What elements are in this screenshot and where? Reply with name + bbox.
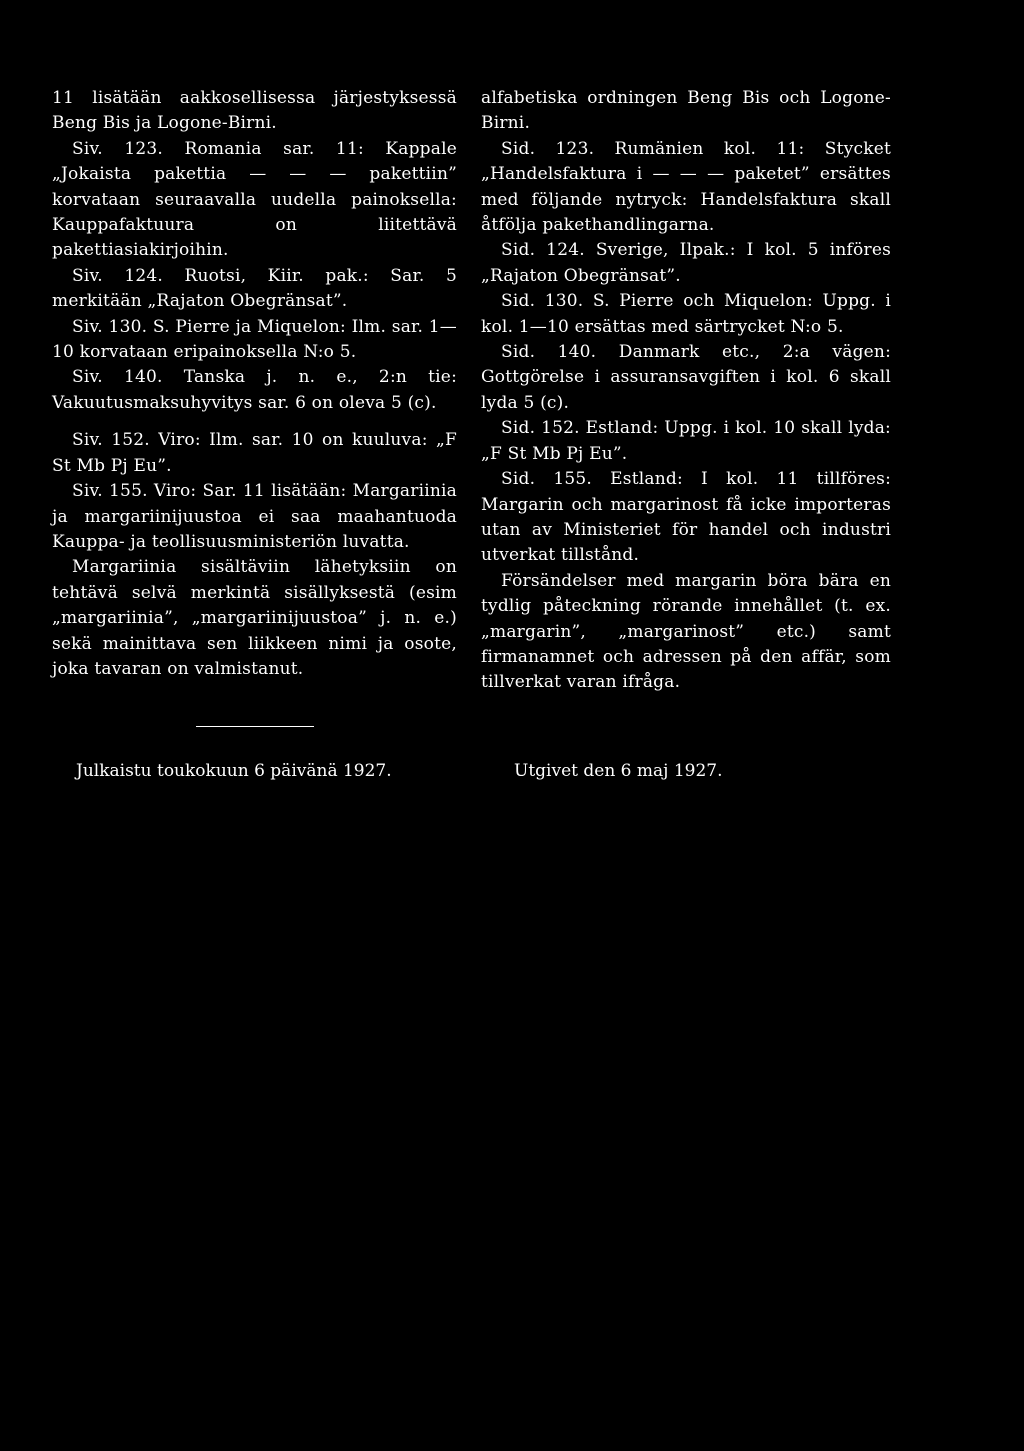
sv-paragraph-6: Sid. 152. Estland: Uppg. i kol. 10 skall lyda: „F St Mb Pj Eu”. <box>481 418 891 464</box>
fi-paragraph-7: Siv. 155. Viro: Sar. 11 lisätään: Margariinia ja margariinijuustoa ei saa maahantuoda Kauppa- ja teollisuusministeriön luvatta. <box>52 481 457 552</box>
sv-paragraph-5: Sid. 140. Danmark etc., 2:a vägen: Gottgörelse i assuransavgiften i kol. 6 skall lyda 5 (c). <box>481 342 891 413</box>
sv-publication-date: Utgivet den 6 maj 1927. <box>514 761 723 781</box>
sv-paragraph-1: alfabetiska ordningen Beng Bis och Logone-Birni. <box>481 88 891 134</box>
sv-paragraph-7: Sid. 155. Estland: I kol. 11 tillföres: Margarin och margarinost få icke importeras utan av Ministeriet för handel och industri utverkat tillstånd. <box>481 469 891 566</box>
fi-paragraph-6: Siv. 152. Viro: Ilm. sar. 10 on kuuluva: „F St Mb Pj Eu”. <box>52 430 457 476</box>
separator-rule <box>196 726 314 727</box>
sv-paragraph-2: Sid. 123. Rumänien kol. 11: Stycket „Handelsfaktura i — — — paketet” ersättes med följande nytryck: Handelsfaktura skall åtfölja pakethandlingarna. <box>481 138 891 236</box>
fi-publication-date: Julkaistu toukokuun 6 päivänä 1927. <box>76 761 392 781</box>
fi-paragraph-3: Siv. 124. Ruotsi, Kiir. pak.: Sar. 5 merkitään „Rajaton Obegränsat”. <box>52 265 457 312</box>
sv-paragraph-3: Sid. 124. Sverige, Ilpak.: I kol. 5 införes „Rajaton Obegränsat”. <box>481 240 891 286</box>
fi-paragraph-1: 11 lisätään aakkosellisessa järjestyksessä Beng Bis ja Logone-Birni. <box>52 88 457 134</box>
fi-paragraph-8: Margariinia sisältäviin lähetyksiin on tehtävä selvä merkintä sisällyksestä (esim „margariinia”, „margariinijuustoa” j. n. e.) sekä mainittava sen liikkeen nimi ja osote, joka tavaran on valmistanut. <box>52 557 457 679</box>
fi-paragraph-2: Siv. 123. Romania sar. 11: Kappale „Jokaista pakettia — — — pakettiin” korvataan seuraavalla uudella painoksella: Kauppafaktuura on liitettävä pakettiasiakirjoihin. <box>52 138 457 261</box>
swedish-column <box>481 86 891 696</box>
fi-paragraph-4: Siv. 130. S. Pierre ja Miquelon: Ilm. sar. 1—10 korvataan eripainoksella N:o 5. <box>52 316 457 363</box>
finnish-column <box>52 86 457 682</box>
sv-paragraph-4: Sid. 130. S. Pierre och Miquelon: Uppg. i kol. 1—10 ersättas med särtrycket N:o 5. <box>481 291 891 337</box>
fi-paragraph-5: Siv. 140. Tanska j. n. e., 2:n tie: Vakuutusmaksuhyvitys sar. 6 on oleva 5 (c). <box>52 367 457 413</box>
sv-paragraph-8: Försändelser med margarin böra bära en tydlig påteckning rörande innehållet (t. ex. „margarin”, „margarinost” etc.) samt firmanamnet och adressen på den affär, som tillverkat varan ifråga. <box>481 570 891 693</box>
